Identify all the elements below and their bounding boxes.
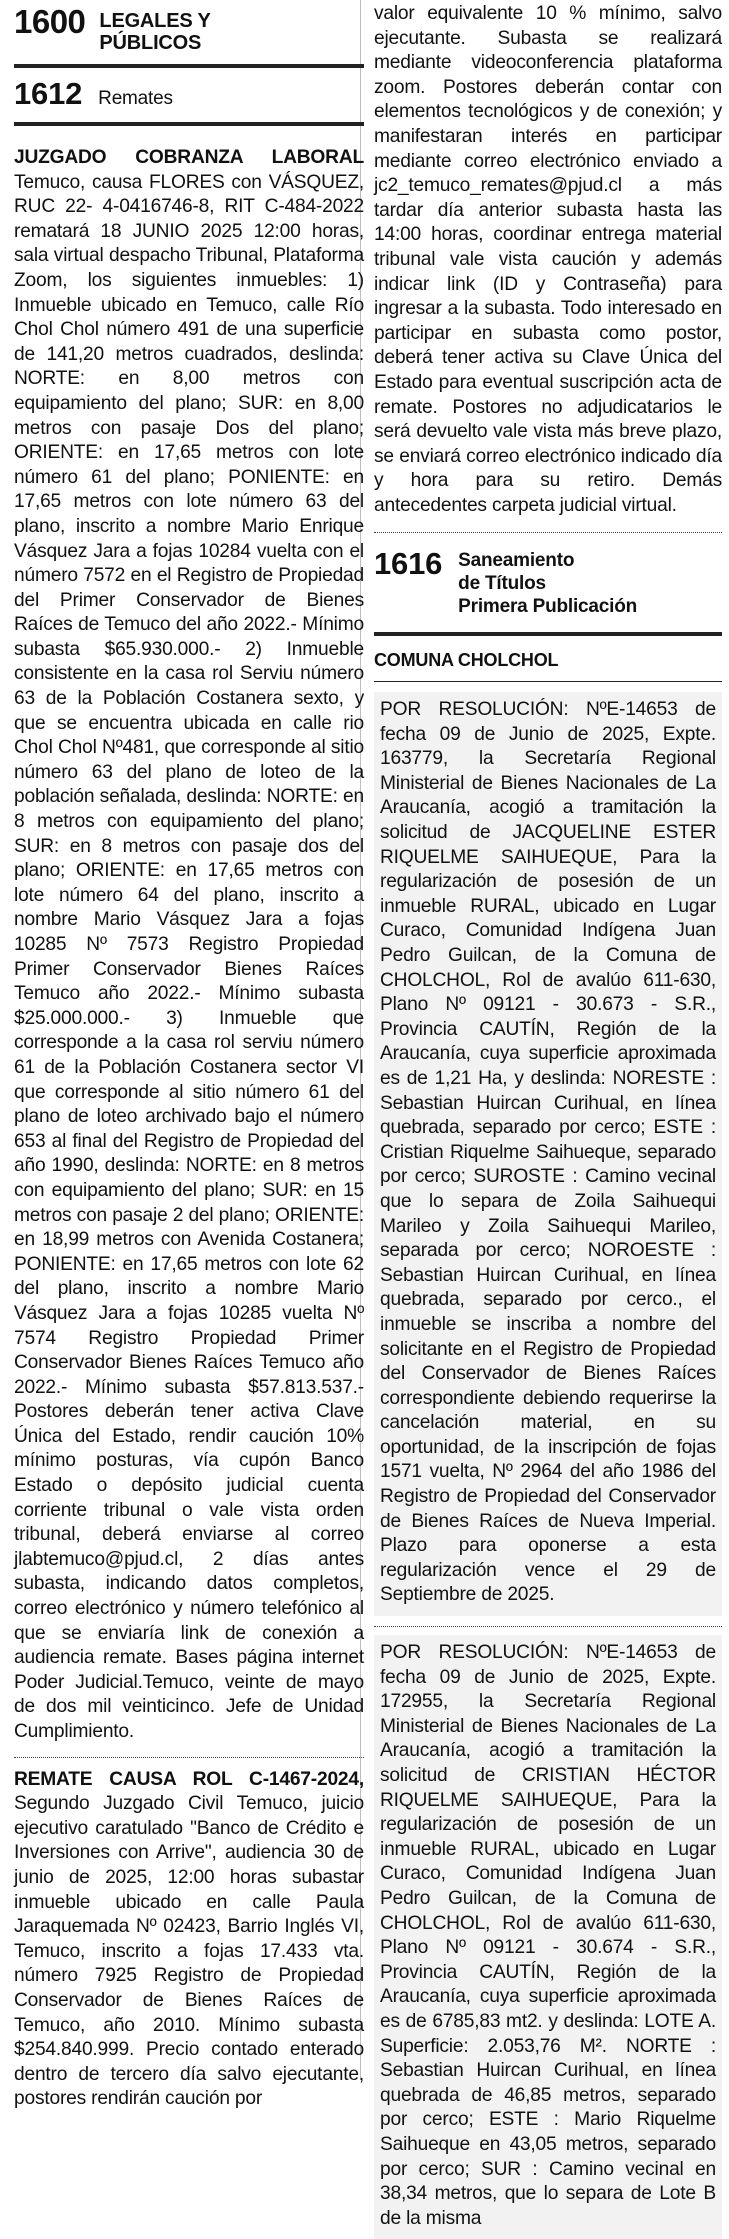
notice-heading: JUZGADO COBRANZA LABORAL — [14, 147, 364, 168]
notice-text — [14, 1768, 364, 2112]
comuna-rule — [374, 681, 722, 682]
section-rule — [14, 64, 364, 68]
section-header — [14, 4, 364, 54]
subsection-rule — [374, 632, 722, 636]
right-column — [374, 2, 722, 2239]
notice-separator — [374, 532, 722, 533]
notice-body: POR RESOLUCIÓN: NºE-14653 de fecha 09 de Junio de 2025, Expte. 163779, la Secretaría Regional Ministerial de Bienes Nacionales de La Araucanía, acogió a tramitación la solicitud de JACQUELINE ESTER RIQUELME SAIHUEQUE, Para la regularización de posesión de un inmueble RURAL, ubicado en Lugar Curaco, Comunidad Indígena Juan Pedro Guilcan, de la Comuna de CHOLCHOL, Rol de avalúo 611-630, Plano Nº 09121 - 30.673 - S.R., Provincia CAUTÍN, Región de la Araucanía, cuya superficie aproximada es de 1,21 Ha, y deslinda: NORESTE : Sebastian Huircan Curihual, en línea quebrada, separado por cerco; ESTE : Cristian Riquelme Saihueque, separado por cerco; SUROSTE : Camino vecinal que lo separa de Zoila Saihuequi Marileo y Zoila Saihuequi Marileo, separada por cerco; NOROESTE : Sebastian Huircan Curihual, en línea quebrada, separado por cerco., el inmueble se inscriba a nombre del solicitante en el Registro de Propiedad del Conservador de Bienes Raíces correspondiente debiendo requerirse la cancelación material, en su oportunidad, de la inscripción de fojas 1571 vuelta, Nº 2964 del año 1986 del Registro de Propiedad del Conservador de Bienes Raíces de Nueva Imperial. Plazo para oponerse a esta regularización vence el 29 de Septiembre de 2025. — [380, 699, 716, 1606]
notice-saneamiento-1 — [374, 692, 722, 1616]
notice-remate-causa — [14, 1768, 364, 2112]
subsection-title: Remates — [98, 88, 173, 109]
notice-body: Temuco, causa FLORES con VÁSQUEZ, RUC 22- 4-0416746-8, RIT C-484-2022 rematará 18 JUNIO 2025 12:00 horas, sala virtual despacho Tribunal, Plataforma Zoom, los siguientes inmuebles: 1) Inmueble ubicado en Temuco, calle Río Chol Chol número 491 de una superficie de 141,20 metros cuadrados, deslinda: NORTE: en 8,00 metros con equipamiento del plano; SUR: en 8,00 metros con pasaje Dos del plano; ORIENTE: en 17,65 metros con lote número 61 del plano; PONIENTE: en 17,65 metros con lote número 63 del plano, inscrito a nombre Mario Enrique Vásquez Jara a fojas 10284 vuelta con el número 7572 en el Registro de Propiedad del Primer Conservador de Bienes Raíces de Temuco del año 2022.- Mínimo subasta $65.930.000.- 2) Inmueble consistente en la casa rol Serviu número 63 de la Población Costanera sexto, y que se encuentra ubicada en calle rio Chol Chol Nº481, que corresponde al sitio número 63 del plano de loteo de la población señalada, deslinda: NORTE: en 8 metros con equipamiento del plano; SUR: en 8 metros con pasaje dos del plano; ORIENTE: en 17,65 metros con lote número 64 del plano, inscrito a nombre Mario Vásquez Jara a fojas 10285 Nº 7573 Registro Propiedad Primer Conservador Bienes Raíces Temuco año 2022.- Mínimo subasta $25.000.000.- 3) Inmueble que corresponde a la casa rol serviu número 61 de la Población Costanera sector VI que corresponde al sitio número 61 del plano de loteo archivado bajo el número 653 al final del Registro de Propiedad del año 1990, deslinda: NORTE: en 8 metros con equipamiento del plano; SUR: en 15 metros con pasaje 2 del plano; ORIENTE: en 18,99 metros con Avenida Costanera; PONIENTE: en 17,65 metros con lote 62 del plano, inscrito a nombre Mario Vásquez Jara a fojas 10285 vuelta Nº 7574 Registro Propiedad Primer Conservador Bienes Raíces Temuco año 2022.- Mínimo subasta $57.813.537.- Postores deberán tener activa Clave Única del Estado, rendir caución 10% mínimo posturas, vía cupón Banco Estado o depósito judicial cuenta corriente tribunal o vale vista orden tribunal, deberá enviarse al correo jlabtemuco@pjud.cl, 2 días antes subasta, indicando datos completos, correo electrónico y número telefónico al que se enviaría link de conexión a audiencia remate. Bases página internet Poder Judicial.Temuco, veinte de mayo de dos mil veinticinco. Jefe de Unidad Cumplimiento. — [14, 171, 364, 1742]
notice-body: POR RESOLUCIÓN: NºE-14653 de fecha 09 de Junio de 2025, Expte. 172955, la Secretaría Regional Ministerial de Bienes Nacionales de La Araucanía, acogió a tramitación la solicitud de CRISTIAN HÉCTOR RIQUELME SAIHUEQUE, Para la regularización de posesión de un inmueble RURAL, ubicado en Lugar Curaco, Comunidad Indígena Juan Pedro Guilcan, de la Comuna de CHOLCHOL, Rol de avalúo 611-630, Plano Nº 09121 - 30.674 - S.R., Provincia CAUTÍN, Región de la Araucanía, cuya superficie aproximada es de 6785,83 mt2. y deslinda: LOTE A. Superficie: 2.053,76 M². NORTE : Sebastian Huircan Curihual, en línea quebrada de 46,85 metros, separado por cerco; ESTE : Mario Riquelme Saihueque en 43,05 metros, separado por cerco; SUR : Camino vecinal en 38,34 metros, que lo separa de Lote B de la misma — [380, 1642, 716, 2229]
subsection-title: Saneamiento de Títulos Primera Publicación — [458, 550, 638, 618]
section-title: LEGALES Y PÚBLICOS — [99, 10, 211, 54]
left-column — [14, 0, 364, 2112]
subsection-number: 1616 — [374, 546, 443, 582]
subsection-header — [14, 74, 364, 114]
notice-body: Segundo Juzgado Civil Temuco, juicio ejecutivo caratulado "Banco de Crédito e Inversiones con Arrive", audiencia 30 de junio de 2025, 12:00 horas subastar inmueble ubicado en calle Paula Jaraquemada Nº 02423, Barrio Inglés VI, Temuco, inscrito a fojas 17.433 vta. número 7925 Registro de Propiedad Conservador de Bienes Raíces de Temuco, año 2010. Mínimo subasta $254.840.999. Precio contado enterado dentro de tercero día salvo ejecutante, postores rendirán caución por — [14, 1793, 364, 2110]
notice-text — [14, 146, 364, 1745]
subsection-rule — [14, 122, 364, 126]
notice-saneamiento-2 — [374, 1635, 722, 2239]
notice-separator — [14, 1757, 364, 1758]
notice-continuation: valor equivalente 10 % mínimo, salvo ejecutante. Subasta se realizará mediante videoconferencia plataforma zoom. Postores deberán contar con elementos tecnológicos y de conexión; y manifestaran interés en participar mediante correo electrónico enviado a jc2_temuco_remates@pjud.cl a más tardar día anterior subasta hasta las 14:00 horas, coordinar entrega material tribunal vale vista caución y además indicar link (ID y Contraseña) para ingresar a la subasta. Todo interesado en participar en subasta como postor, deberá tener activa su Clave Única del Estado para eventual suscripción acta de remate. Postores no adjudicatarios le será devuelto vale vista más breve plazo, se enviará correo electrónico indicado día y hora para su retiro. Demás antecedentes carpeta judicial virtual. — [374, 3, 722, 516]
section-number: 1600 — [14, 3, 86, 40]
notice-juzgado-cobranza — [14, 146, 364, 1745]
notice-heading: REMATE CAUSA ROL C-1467-2024, — [14, 1768, 364, 1790]
comuna-heading: COMUNA CHOLCHOL — [374, 650, 559, 671]
subsection-header — [374, 547, 722, 618]
subsection-number: 1612 — [14, 76, 83, 111]
notice-separator — [374, 1626, 722, 1627]
